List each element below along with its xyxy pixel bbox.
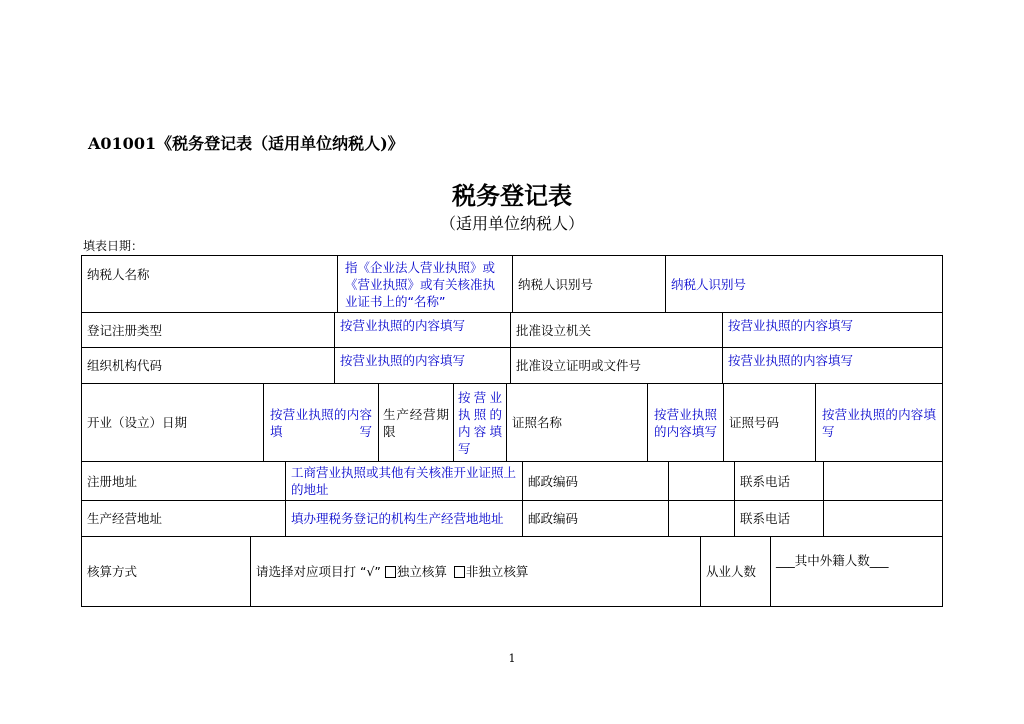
row-registered-address — [81, 461, 943, 501]
document-heading: A01001《税务登记表（适用单位纳税人)》 — [88, 134, 404, 153]
independent-accounting-label[interactable]: 独立核算 — [396, 564, 447, 579]
taxpayer-name-label: 纳税人名称 — [82, 256, 338, 312]
taxpayer-name-field[interactable]: 指《企业法人营业执照》或《营业执照》或有关核准执业证书上的“名称” — [338, 256, 513, 312]
accounting-label: 核算方式 — [82, 537, 251, 606]
org-code-field[interactable]: 按营业执照的内容填写 — [335, 348, 511, 383]
foreign-staff-field[interactable] — [771, 537, 942, 606]
biz-phone-label: 联系电话 — [735, 501, 824, 536]
fill-date-label: 填表日期： — [83, 239, 144, 253]
row-taxpayer-name — [81, 255, 943, 313]
row-registration-type — [81, 312, 943, 348]
business-address-field[interactable]: 填办理税务登记的机构生产经营地地址 — [286, 501, 523, 536]
reg-phone-label: 联系电话 — [735, 462, 824, 500]
business-term-label: 生产经营期限 — [379, 384, 454, 461]
registration-type-field[interactable]: 按营业执照的内容填写 — [335, 313, 511, 347]
taxpayer-id-field[interactable]: 纳税人识别号 — [671, 276, 747, 292]
open-date-field[interactable]: 按营业执照的内容填写 — [264, 384, 379, 461]
business-term-field[interactable]: 按营业执照的内容填写 — [454, 384, 507, 461]
business-address-label: 生产经营地址 — [82, 501, 286, 536]
form-subtitle: （适用单位纳税人） — [439, 214, 584, 233]
org-code-label: 组织机构代码 — [82, 348, 335, 383]
registered-address-field[interactable]: 工商营业执照或其他有关核准开业证照上的地址 — [286, 462, 523, 500]
approval-doc-field[interactable]: 按营业执照的内容填写 — [728, 353, 854, 368]
accounting-options — [251, 537, 701, 606]
cert-name-label: 证照名称 — [507, 384, 648, 461]
accounting-instruction: 请选择对应项目打 “√” — [256, 564, 381, 579]
cert-name-field[interactable]: 按营业执照的内容填写 — [648, 384, 724, 461]
open-date-label: 开业（设立）日期 — [82, 384, 264, 461]
biz-phone-field[interactable] — [824, 501, 942, 536]
approval-authority-field[interactable]: 按营业执照的内容填写 — [728, 318, 854, 333]
taxpayer-id-label: 纳税人识别号 — [513, 256, 666, 312]
registered-address-label: 注册地址 — [82, 462, 286, 500]
cert-number-label: 证照号码 — [724, 384, 816, 461]
approval-doc-label: 批准设立证明或文件号 — [511, 348, 723, 383]
reg-phone-field[interactable] — [824, 462, 942, 500]
staff-count-label: 从业人数 — [701, 537, 771, 606]
non-independent-accounting-label[interactable]: 非独立核算 — [465, 564, 529, 579]
biz-postal-code-label: 邮政编码 — [523, 501, 669, 536]
reg-postal-code-field[interactable] — [669, 462, 735, 500]
reg-postal-code-label: 邮政编码 — [523, 462, 669, 500]
page-number: 1 — [508, 652, 516, 665]
approval-authority-label: 批准设立机关 — [511, 313, 723, 347]
form-title: 税务登记表 — [452, 181, 572, 210]
cert-number-field[interactable]: 按营业执照的内容填写 — [822, 406, 936, 439]
row-business-address — [81, 500, 943, 537]
biz-postal-code-field[interactable] — [669, 501, 735, 536]
foreign-staff-text: ___其中外籍人数___ — [776, 553, 889, 568]
independent-accounting-checkbox[interactable] — [385, 566, 396, 578]
row-accounting — [81, 536, 943, 607]
row-open-date — [81, 383, 943, 462]
registration-type-label: 登记注册类型 — [82, 313, 335, 347]
row-org-code — [81, 347, 943, 384]
non-independent-accounting-checkbox[interactable] — [454, 566, 465, 578]
